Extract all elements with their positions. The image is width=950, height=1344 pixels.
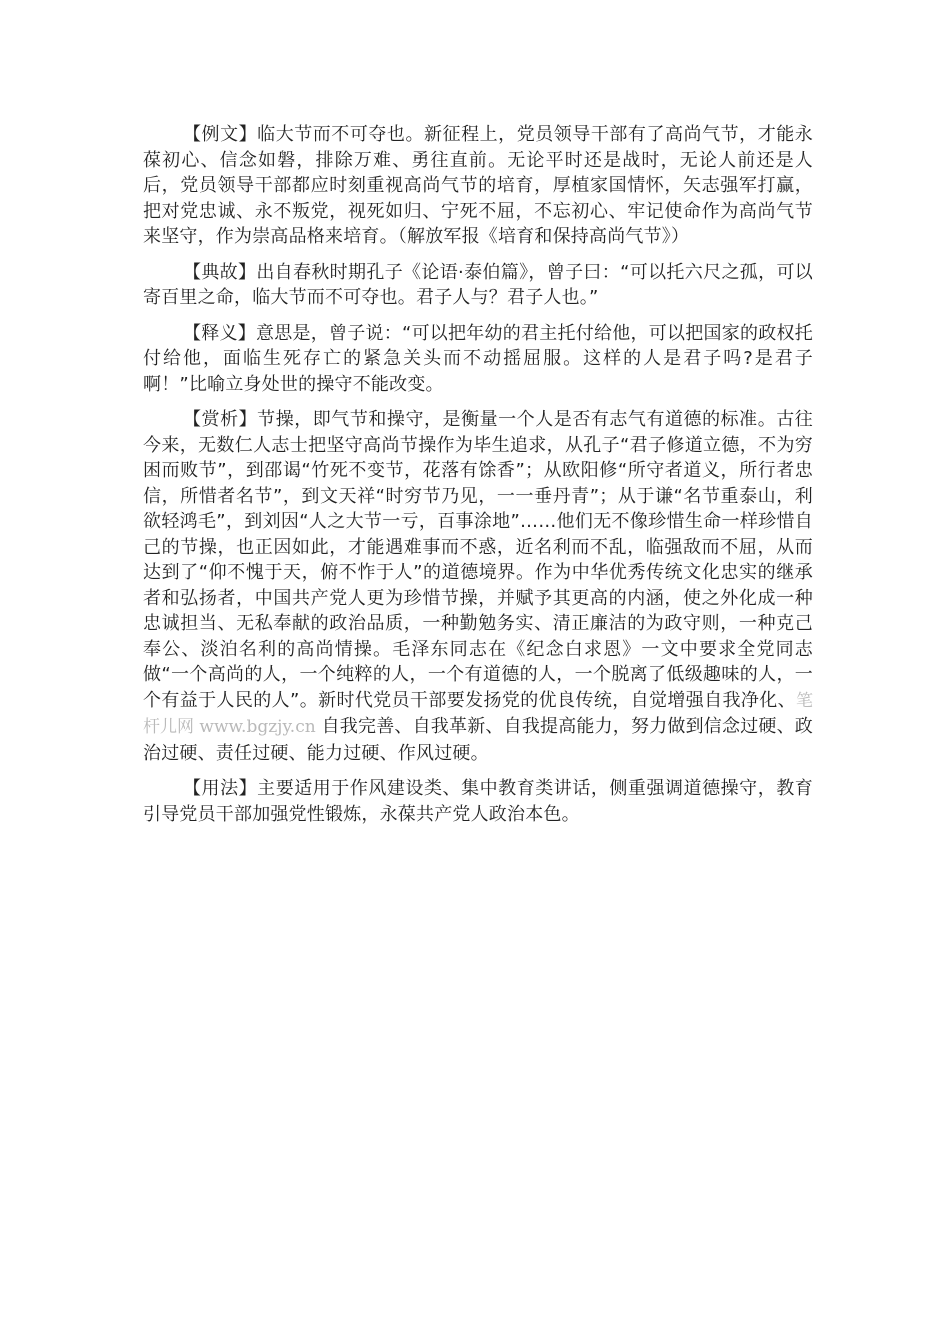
watermark-text: 笔杆儿网 www.bgzjy.cn [143,690,813,737]
meaning-text: 意思是，曾子说：“可以把年幼的君主托付给他，可以把国家的政权托付给他，面临生死存亡的紧急关头而不动摇屈服。这样的人是君子吗?是君子啊！”比喻立身处世的操守不能改变。 [143,322,813,395]
example-tag: 【例文】 [183,124,258,145]
analysis-text: 节操，即气节和操守，是衡量一个人是否有志气有道德的标准。古往今来，无数仁人志士把坚守高尚节操作为毕生追求，从孔子“君子修道立德，不为穷困而败节”，到邵谒“竹死不变节，花落有馀香”；从欧阳修“所守者道义，所行者忠信，所惜者名节”，到文天祥“时穷节乃见，一一垂丹青”；从于谦“名节重泰山，利欲轻鸿毛”，到刘因“人之大节一亏，百事涂地”……他们无不像珍惜生命一样珍惜自己的节操，也正因如此，才能遇难事而不惑，近名利而不乱，临强敌而不屈，从而达到了“仰不愧于天，俯不怍于人”的道德境界。作为中华优秀传统文化忠实的继承者和弘扬者，中国共产党人更为珍惜节操，并赋予其更高的内涵，使之外化成一种忠诚担当、无私奉献的政治品质，一种勤勉务实、清正廉洁的为政守则，一种克己奉公、淡泊名利的高尚情操。毛泽东同志在《纪念白求恩》一文中要求全党同志做“一个高尚的人，一个纯粹的人，一个有道德的人，一个脱离了低级趣味的人，一个有益于人民的人”。新时代党员干部要发扬党的优良传统，自觉增强自我净化、 [143,409,813,711]
usage-tag: 【用法】 [183,778,258,799]
analysis-tag: 【赏析】 [183,409,258,430]
meaning-tag: 【释义】 [183,322,256,344]
example-text: 临大节而不可夺也。新征程上，党员领导干部有了高尚气节，才能永葆初心、信念如磐，排除万难、勇往直前。无论平时还是战时，无论人前还是人后，党员领导干部都应时刻重视高尚气节的培育，厚植家国情怀，矢志强军打赢，把对党忠诚、永不叛党，视死如归、宁死不屈，不忘初心、牢记使命作为高尚气节来坚守，作为崇高品格来培育。（解放军报《培育和保持高尚气节》） [143,124,813,247]
document-body [143,122,813,837]
allusion-tag: 【典故】 [183,261,257,283]
analysis-text-after: 自我完善、自我革新、自我提高能力，努力做到信念过硬、政治过硬、责任过硬、能力过硬、作风过硬。 [143,716,814,764]
paragraph-allusion [143,260,813,311]
paragraph-usage [143,776,813,827]
paragraph-example [143,122,813,250]
usage-text: 主要适用于作风建设类、集中教育类讲话，侧重强调道德操守，教育引导党员干部加强党性锻炼，永葆共产党人政治本色。 [143,778,813,825]
paragraph-meaning [143,321,813,398]
allusion-text: 出自春秋时期孔子《论语·泰伯篇》，曾子曰：“可以托六尺之孤，可以寄百里之命，临大节而不可夺也。君子人与？君子人也。” [143,261,813,308]
paragraph-analysis [143,407,813,766]
